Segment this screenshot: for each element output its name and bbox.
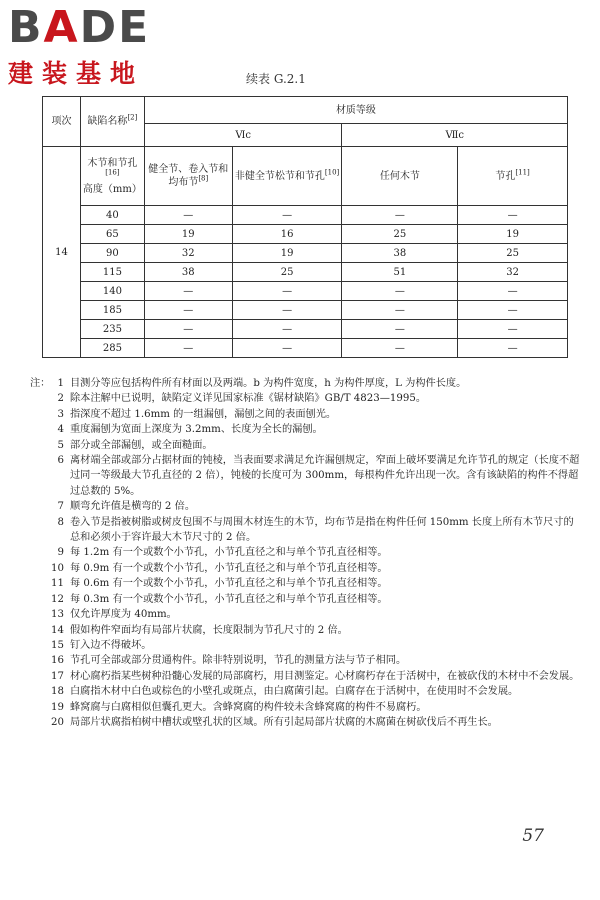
list-item: 3 指深度不超过 1.6mm 的一组漏刨，漏刨之间的表面刨光。 [57, 408, 337, 420]
list-item: 10 每 0.9m 有一个或数个小节孔，小节孔直径之和与单个节孔直径相等。 [51, 562, 388, 574]
table-row: 235 — — — — [43, 320, 568, 339]
table-row: 140 — — — — [43, 282, 568, 301]
list-item: 注： 1 目测分等应包括构件所有材面以及两端。b 为构件宽度，h 为构件厚度，L 为构件长度。 [30, 378, 467, 389]
header-item: 项次 [43, 97, 81, 147]
table-row: 40 — — — — [43, 206, 568, 225]
header-unsound-knot: 非健全节松节和节孔[10] [232, 147, 342, 206]
header-knot: 木节和节孔[16] 高度（mm） [80, 147, 144, 206]
list-item: 19 蜂窝腐与白腐相似但囊孔更大。含蜂窝腐的构件较未含蜂窝腐的构件不易腐朽。 [51, 701, 427, 713]
header-sound-knot: 健全节、卷入节和均布节[8] [144, 147, 232, 206]
table-title: 续表 G.2.1 [246, 72, 306, 86]
header-grade-vi: Ⅵc [144, 124, 342, 147]
list-item: 5 部分或全部漏刨，或全面糙面。 [57, 439, 213, 451]
list-item: 7 顺弯允许值是横弯的 2 倍。 [57, 501, 196, 513]
table-row: 90 32 19 38 25 [43, 244, 568, 263]
header-defect: 缺陷名称[2] [80, 97, 144, 147]
list-item: 2 除本注解中已说明，缺陷定义详见国家标准《锯材缺陷》GB/T 4823—1995。 [57, 393, 427, 405]
list-item: 6 离材端全部或部分占据材面的钝棱，当表面要求满足允许漏刨规定，窄面上破坏要满足允许节孔的规定（长度不超过同一等级最大节孔直径的 2 倍），钝棱的长度可为 300mm，每根构件允许出现一次。含有该缺陷的构件不得超过总数的 5%。 [57, 455, 580, 497]
table-row: 65 19 16 25 19 [43, 225, 568, 244]
list-item: 14 假如构件窄面均有局部片状腐，长度限制为节孔尺寸的 2 倍。 [51, 624, 348, 636]
item-number: 14 [43, 147, 81, 358]
grading-table [42, 96, 568, 358]
table-row: 285 — — — — [43, 339, 568, 358]
page-number: 57 [522, 826, 544, 846]
header-grade: 材质等级 [144, 97, 567, 124]
list-item: 4 重度漏刨为宽面上深度为 3.2mm、长度为全长的漏刨。 [57, 424, 323, 436]
table-row: 115 38 25 51 32 [43, 263, 568, 282]
list-item: 20 局部片状腐指柏树中槽状或壁孔状的区域。所有引起局部片状腐的木腐菌在树砍伐后不再生长。 [51, 716, 498, 728]
list-item: 16 节孔可全部或部分贯通构件。除非特别说明，节孔的测量方法与节子相同。 [51, 655, 407, 667]
header-any-knot: 任何木节 [342, 147, 458, 206]
list-item: 12 每 0.3m 有一个或数个小节孔，小节孔直径之和与单个节孔直径相等。 [51, 593, 388, 605]
brand-logo [8, 2, 178, 90]
list-item: 18 白腐指木材中白色或棕色的小壁孔或斑点，由白腐菌引起。白腐存在于活树中，在使用时不会发展。 [51, 686, 519, 698]
notes-section [30, 376, 580, 730]
header-grade-vii: Ⅶc [342, 124, 568, 147]
table-row: 185 — — — — [43, 301, 568, 320]
list-item: 9 每 1.2m 有一个或数个小节孔，小节孔直径之和与单个节孔直径相等。 [57, 547, 388, 559]
list-item: 17 材心腐朽指某些树种沿髓心发展的局部腐朽，用目测鉴定。心材腐朽存在于活树中，在被砍伐的木材中不会发展。 [51, 670, 580, 682]
list-item: 8 卷入节是指被树脂或树皮包围不与周围木材连生的木节，均布节是指在构件任何 150mm 长度上所有木节尺寸的总和必须小于容许最大木节尺寸的 2 倍。 [57, 516, 574, 544]
logo-subtitle: 建装基地 [8, 59, 145, 88]
header-knot-hole: 节孔[11] [458, 147, 568, 206]
list-item: 15 钉入边不得破坏。 [51, 639, 152, 651]
list-item: 11 每 0.6m 有一个或数个小节孔，小节孔直径之和与单个节孔直径相等。 [51, 578, 388, 590]
logo-wordmark: BADE [8, 2, 151, 53]
list-item: 13 仅允许厚度为 40mm。 [51, 609, 177, 621]
